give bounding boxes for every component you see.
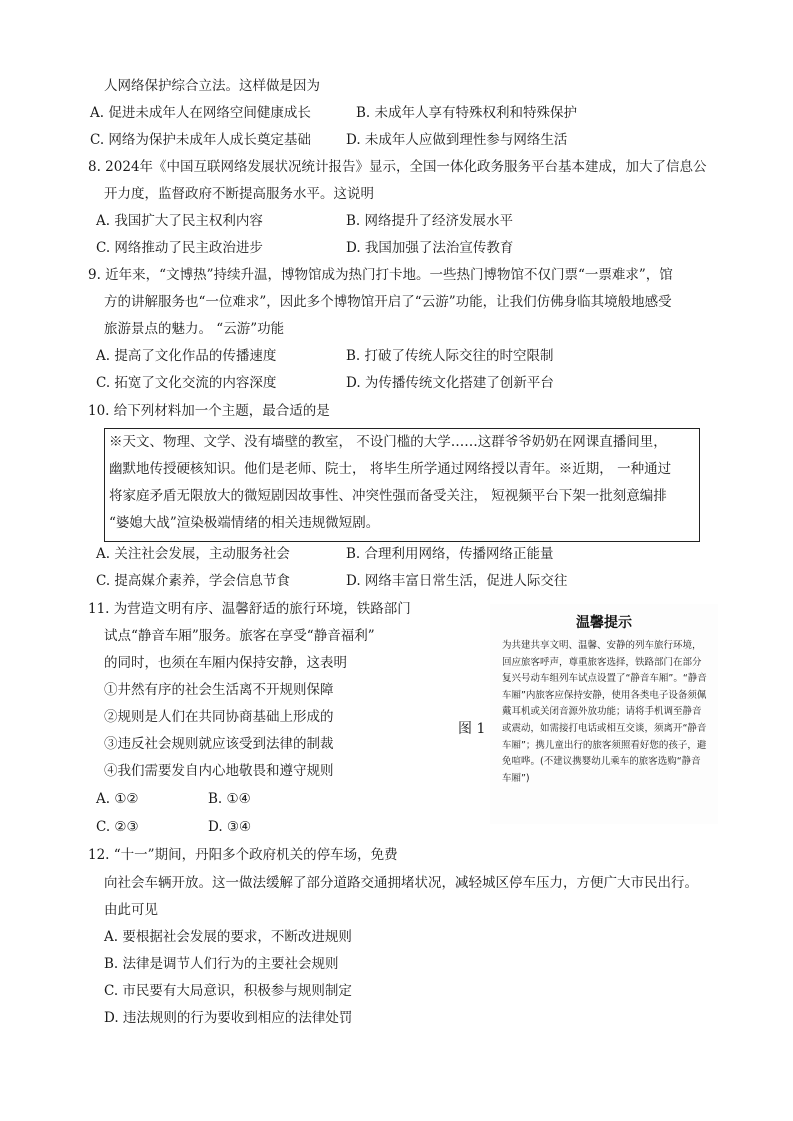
- q11-option-b: B. ①④: [208, 791, 251, 807]
- q11-option-d: D. ③④: [208, 819, 252, 835]
- q12-stem-line1: 12. “十一”期间，丹阳多个政府机关的停车场，免费: [88, 847, 398, 863]
- q9-stem-line3: 旅游景点的魅力。 “云游”功能: [104, 321, 285, 337]
- q10-material-line3: 将家庭矛盾无限放大的微短剧因故事性、冲突性强而备受关注， 短视频平台下架一批刻意编排: [109, 488, 667, 504]
- q9-option-c: C. 拓宽了文化交流的内容深度: [96, 375, 277, 391]
- notice-title: 温馨提示: [576, 615, 632, 631]
- q11-option-a: A. ①②: [96, 791, 139, 807]
- q11-stem-line1: 11. 为营造文明有序、温馨舒适的旅行环境，铁路部门: [88, 601, 411, 617]
- q10-option-c: C. 提高媒介素养，学会信息节食: [96, 573, 290, 589]
- q9-option-a: A. 提高了文化作品的传播速度: [96, 348, 277, 364]
- q8-option-c: C. 网络推动了民主政治进步: [96, 240, 263, 256]
- quiet-carriage-notice-image: [490, 604, 718, 824]
- q10-material-line2: 幽默地传授硬核知识。他们是老师、院士， 将毕生所学通过网络授以青年。※近期， 一种通过: [109, 461, 672, 477]
- q12-stem-line2: 向社会车辆开放。这一做法缓解了部分道路交通拥堵状况，减轻城区停车压力，方便广大市民出行。: [104, 875, 698, 891]
- q7-option-b: B. 未成年人享有特殊权利和特殊保护: [356, 105, 578, 121]
- q9-stem-line2: 方的讲解服务也“一位难求”，因此多个博物馆开启了“云游”功能，让我们仿佛身临其境般地感受: [104, 294, 672, 310]
- q8-stem-line2: 开力度，监督政府不断提高服务水平。这说明: [104, 186, 374, 202]
- q7-option-a: A. 促进未成年人在网络空间健康成长: [90, 105, 311, 121]
- q9-option-b: B. 打破了传统人际交往的时空限制: [346, 348, 554, 364]
- q9-option-d: D. 为传播传统文化搭建了创新平台: [346, 375, 554, 391]
- q7-option-c: C. 网络为保护未成年人成长奠定基础: [90, 132, 311, 148]
- q12-stem-line3: 由此可见: [104, 902, 158, 918]
- q9-stem-line1: 9. 近年来，“文博热”持续升温，博物馆成为热门打卡地。一些热门博物馆不仅门票“一票难求”，馆: [88, 267, 673, 283]
- q11-item-2: ②规则是人们在共同协商基础上形成的: [104, 709, 334, 725]
- q10-material-line1: ※天文、物理、文学、没有墙壁的教室， 不设门槛的大学……这群爷爷奶奶在网课直播间里，: [109, 434, 667, 450]
- q8-option-a: A. 我国扩大了民主权利内容: [96, 213, 263, 229]
- q8-stem-line1: 8. 2024年《中国互联网络发展状况统计报告》显示，全国一体化政务服务平台基本建成，加大了信息公: [88, 159, 707, 175]
- q8-option-b: B. 网络提升了经济发展水平: [346, 213, 514, 229]
- q10-option-a: A. 关注社会发展，主动服务社会: [96, 546, 290, 562]
- q11-stem-line2: 试点“静音车厢”服务。旅客在享受“静音福利”: [104, 628, 375, 644]
- q7-option-d: D. 未成年人应做到理性参与网络生活: [346, 132, 568, 148]
- q8-option-d: D. 我国加强了法治宣传教育: [346, 240, 514, 256]
- q11-option-c: C. ②③: [96, 819, 139, 835]
- q12-option-b: B. 法律是调节人们行为的主要社会规则: [104, 956, 339, 972]
- q10-material-box: [104, 428, 700, 542]
- q10-option-d: D. 网络丰富日常生活，促进人际交往: [346, 573, 568, 589]
- q11-item-3: ③违反社会规则就应该受到法律的制裁: [104, 736, 334, 752]
- q11-item-1: ①井然有序的社会生活离不开规则保障: [104, 682, 334, 698]
- figure-label: 图 1: [458, 721, 486, 737]
- q10-material-line4: “婆媳大战”渲染极端情绪的相关违规微短剧。: [109, 515, 380, 531]
- q11-item-4: ④我们需要发自内心地敬畏和遵守规则: [104, 763, 334, 779]
- q12-option-a: A. 要根据社会发展的要求，不断改进规则: [104, 929, 352, 945]
- q7-stem-tail: 人网络保护综合立法。这样做是因为: [104, 78, 320, 94]
- q11-stem-line3: 的同时，也须在车厢内保持安静，这表明: [104, 655, 347, 671]
- q10-option-b: B. 合理利用网络，传播网络正能量: [346, 546, 554, 562]
- q10-stem: 10. 给下列材料加一个主题，最合适的是: [88, 403, 330, 419]
- notice-body: 为共建共享文明、温馨、安静的列车旅行环境，回应旅客呼声，尊重旅客选择，铁路部门在部分复兴号动车组列车试点设置了“静音车厢”。“静音车厢”内旅客应保持安静，使用各类电子设备须佩戴耳机或关闭音源外放功能；请将手机调至静音或震动，如需接打电话或相互交谈，须离开“静音车厢”；携儿童出行的旅客须照看好您的孩子，避免喧哗。(不建议携婴幼儿乘车的旅客选购“静音车厢”): [502, 640, 707, 784]
- q12-option-c: C. 市民要有大局意识，积极参与规则制定: [104, 983, 352, 999]
- q12-option-d: D. 违法规则的行为要收到相应的法律处罚: [104, 1010, 353, 1026]
